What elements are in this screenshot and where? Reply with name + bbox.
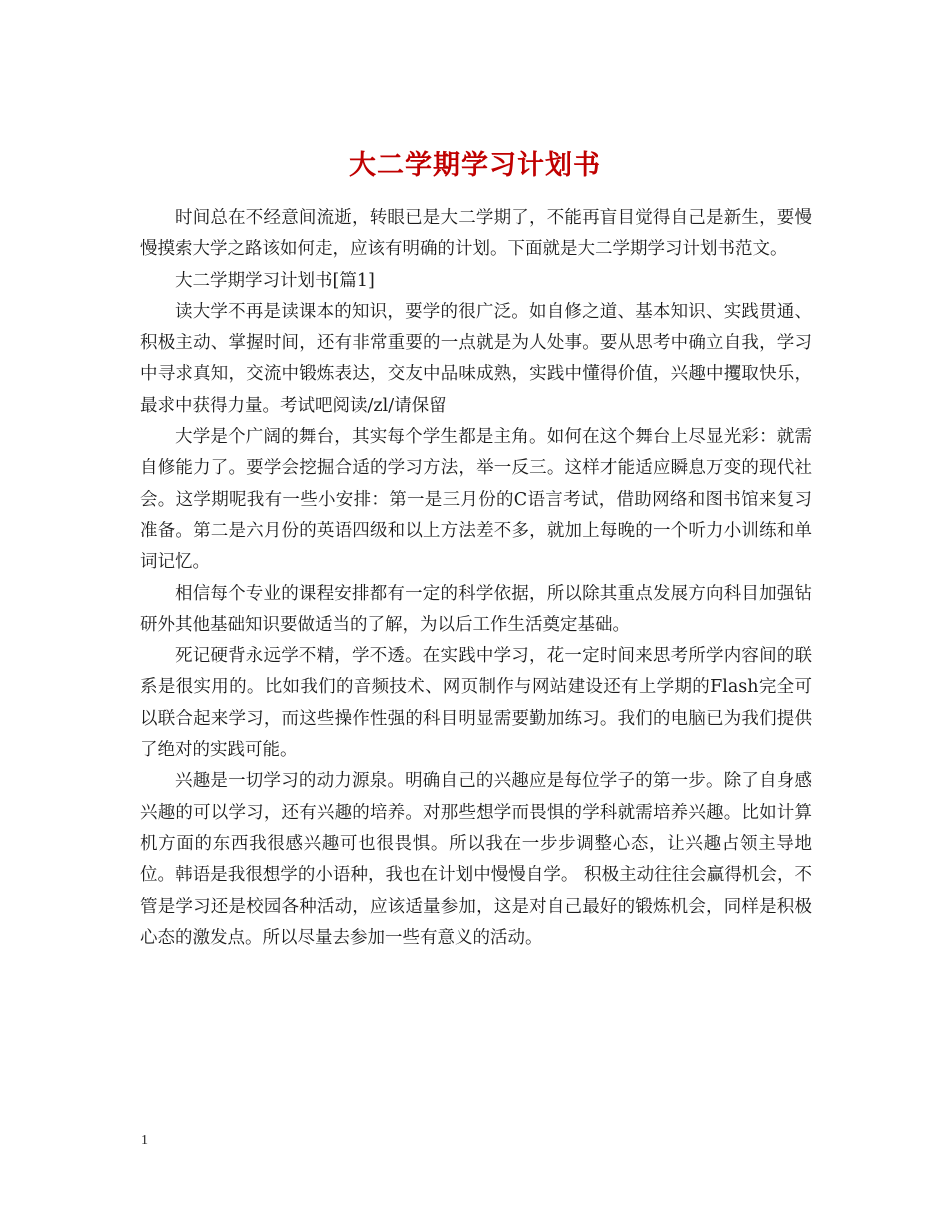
document-body <box>140 203 812 954</box>
page-title: 大二学期学习计划书 <box>349 150 601 182</box>
page-number: 1 <box>141 1133 148 1148</box>
paragraph-practice: 死记硬背永远学不精，学不透。在实践中学习，花一定时间来思考所学内容间的联系是很实用的。比如我们的音频技术、网页制作与网站建设还有上学期的Flash完全可以联合起来学习，而这些操作性强的科目明显需要勤加练习。我们的电脑已为我们提供了绝对的实践可能。 <box>140 646 812 761</box>
section-heading: 大二学期学习计划书[篇1] <box>175 270 375 291</box>
paragraph-interest: 兴趣是一切学习的动力源泉。明确自己的兴趣应是每位学子的第一步。除了自身感兴趣的可以学习，还有兴趣的培养。对那些想学而畏惧的学科就需培养兴趣。比如计算机方面的东西我很感兴趣可也很畏惧。所以我在一步步调整心态，让兴趣占领主导地位。韩语是我很想学的小语种，我也在计划中慢慢自学。 积极主动往往会赢得机会，不管是学习还是校园各种活动，应该适量参加，这是对自己最好的锻炼机会，同样是积极心态的激发点。所以尽量去参加一些有意义的活动。 <box>140 771 812 948</box>
paragraph-reading: 读大学不再是读课本的知识，要学的很广泛。如自修之道、基本知识、实践贯通、积极主动、掌握时间，还有非常重要的一点就是为人处事。要从思考中确立自我，学习中寻求真知，交流中锻炼表达，交友中品味成熟，实践中懂得价值，兴趣中攫取快乐，最求中获得力量。考试吧阅读/zl/请保留 <box>140 301 812 416</box>
paragraph-courses: 相信每个专业的课程安排都有一定的科学依据，所以除其重点发展方向科目加强钻研外其他基础知识要做适当的了解，为以后工作生活奠定基础。 <box>140 583 812 635</box>
paragraph-intro: 时间总在不经意间流逝，转眼已是大二学期了，不能再盲目觉得自己是新生，要慢慢摸索大学之路该如何走，应该有明确的计划。下面就是大二学期学习计划书范文。 <box>140 208 812 260</box>
paragraph-stage: 大学是个广阔的舞台，其实每个学生都是主角。如何在这个舞台上尽显光彩：就需自修能力了。要学会挖掘合适的学习方法，举一反三。这样才能适应瞬息万变的现代社会。这学期呢我有一些小安排：第一是三月份的C语言考试，借助网络和图书馆来复习准备。第二是六月份的英语四级和以上方法差不多，就加上每晚的一个听力小训练和单词记忆。 <box>140 427 812 573</box>
